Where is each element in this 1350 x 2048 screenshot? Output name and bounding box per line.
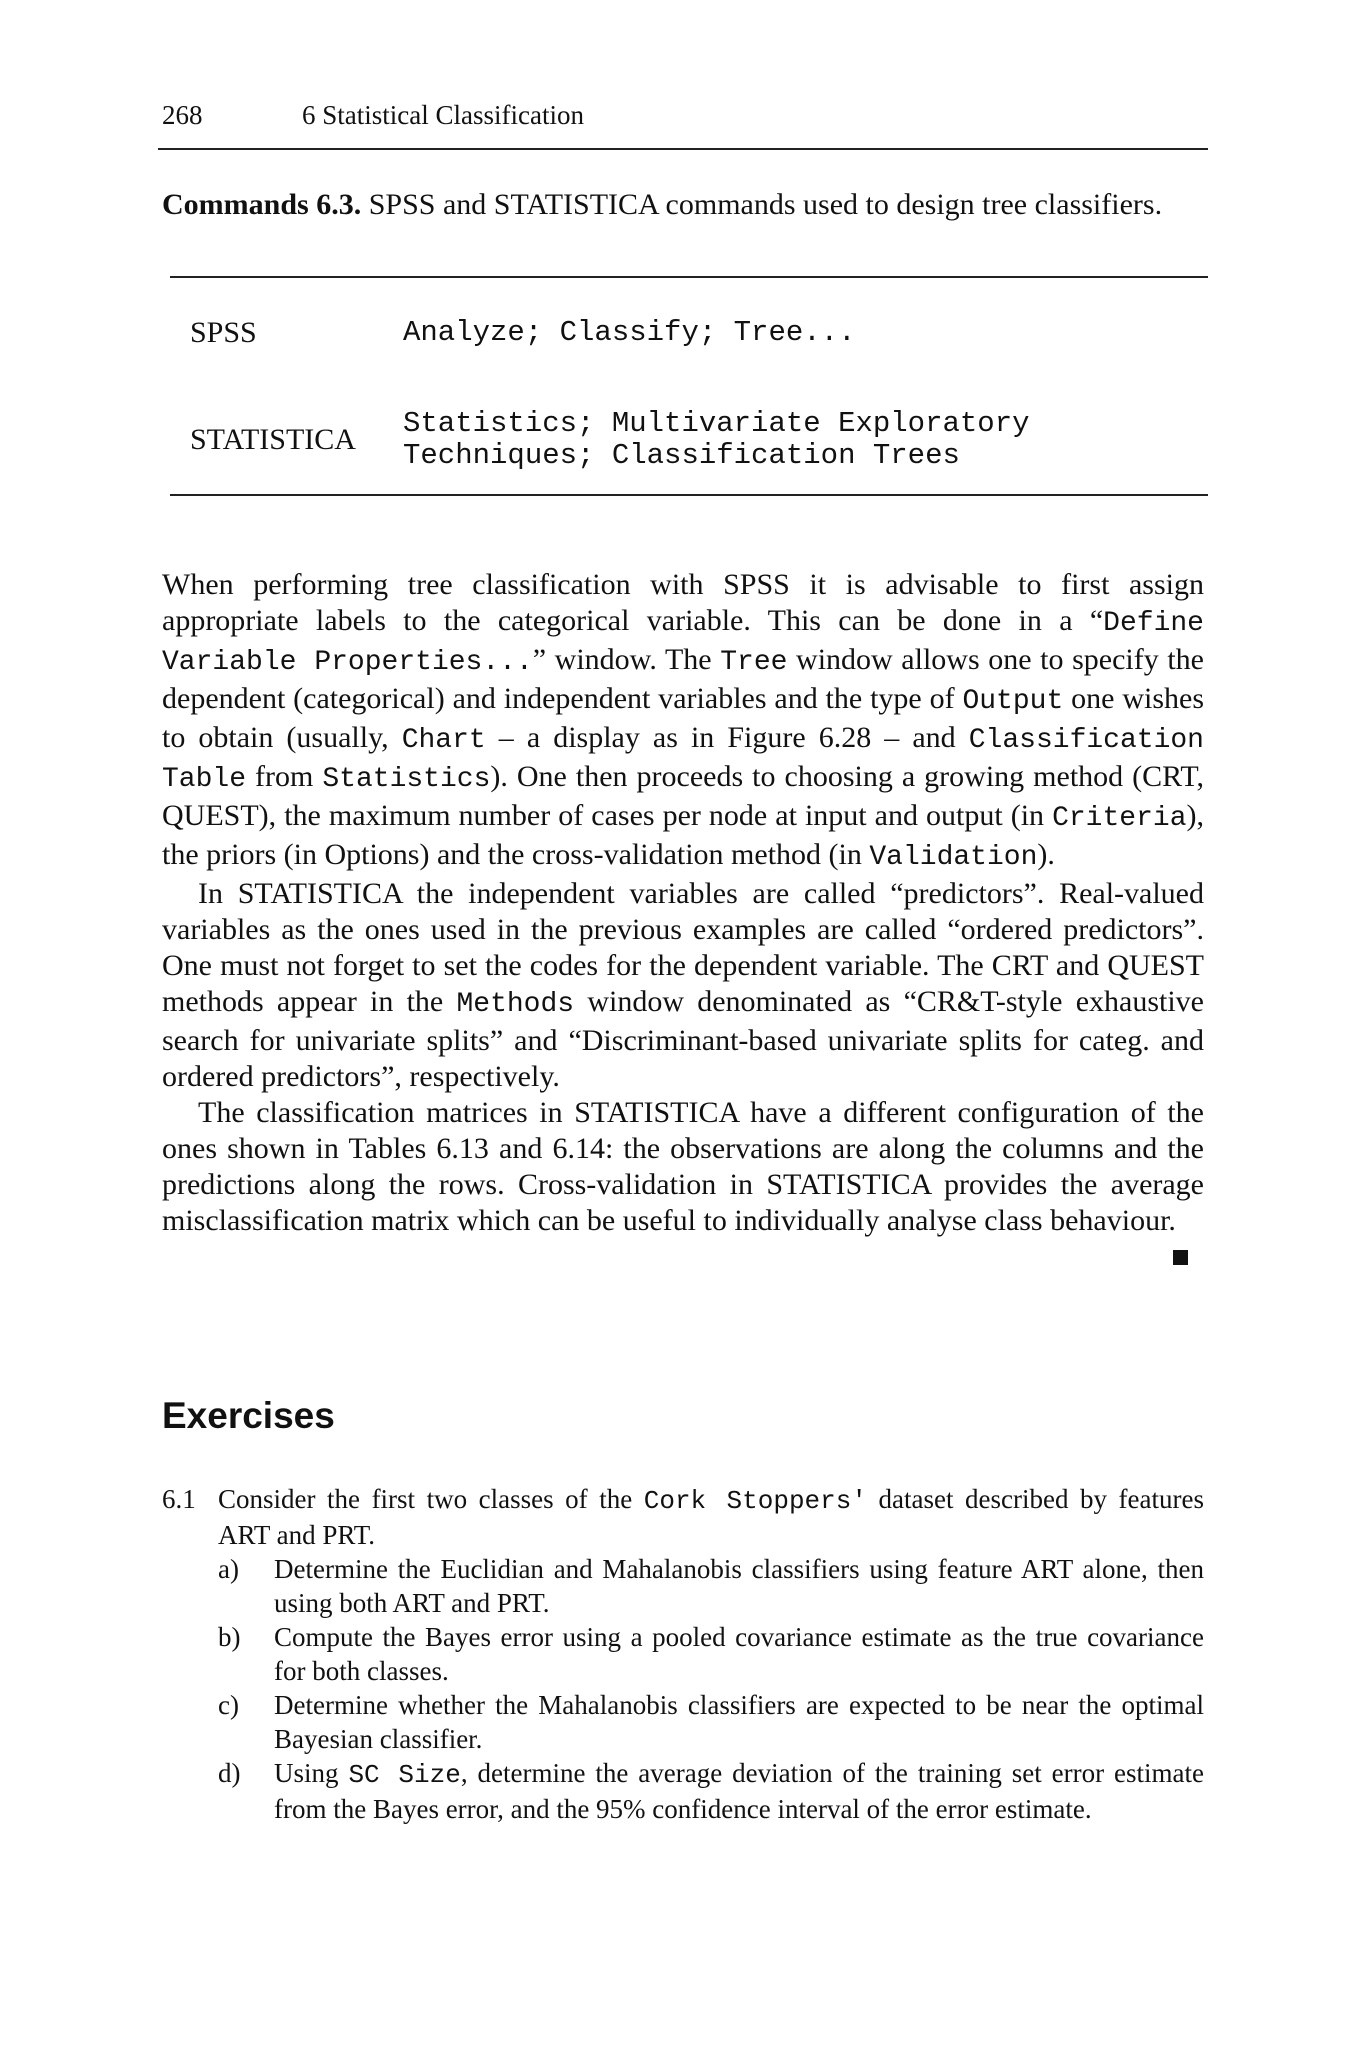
commands-top-rule <box>170 276 1208 278</box>
running-header <box>162 98 1207 132</box>
chapter-title: 6 Statistical Classification <box>302 100 584 130</box>
end-of-example-icon <box>1173 1250 1188 1265</box>
commands-bottom-rule <box>170 494 1208 496</box>
commands-caption <box>162 186 1204 223</box>
section-title-exercises: Exercises <box>162 1395 335 1436</box>
exercise-6-1 <box>162 1482 1204 1826</box>
commands-caption-text: SPSS and STATISTICA commands used to design tree classifiers. <box>368 188 1163 221</box>
exercise-item-a: a) Determine the Euclidian and Mahalanobis classifiers using feature ART alone, then using both ART and PRT. <box>218 1554 1204 1618</box>
exercise-item-c: c) Determine whether the Mahalanobis classifiers are expected to be near the optimal Bayesian classifier. <box>218 1690 1204 1754</box>
page-number: 268 <box>162 100 203 130</box>
commands-label: Commands 6.3. <box>162 188 362 221</box>
software-name: STATISTICA <box>190 423 356 456</box>
paragraph-statistica: In STATISTICA the independent variables are called “predictors”. Real-valued variables as the ones used in the previous examples are called “ordered predictors”. One must not forget to set the codes for the dependent variable. The CRT and QUEST methods appear in the Methods window denominated as “CR&T-style exhaustive search for univariate splits” and “Discriminant-based univariate splits for categ. and ordered predictors”, respectively. <box>162 877 1204 1093</box>
command-text-line2: Techniques; Classification Trees <box>403 439 960 472</box>
command-text: Analyze; Classify; Tree... <box>403 316 856 349</box>
exercise-statement: Consider the first two classes of the Cork Stoppers' dataset described by features ART and PRT. <box>218 1484 1204 1550</box>
exercise-item-b: b) Compute the Bayes error using a pooled covariance estimate as the true covariance for both classes. <box>218 1622 1204 1686</box>
exercise-subitems <box>162 1552 1204 1826</box>
exercise-number: 6.1 <box>162 1484 196 1514</box>
header-rule <box>158 148 1208 150</box>
paragraph-spss: When performing tree classification with SPSS it is advisable to first assign appropriate labels to the categorical variable. This can be done in a “Define Variable Properties...” window. The Tree window allows one to specify the dependent (categorical) and independent variables and the type of Output one wishes to obtain (usually, Chart – a display as in Figure 6.28 – and Classification Table from Statistics). One then proceeds to choosing a growing method (CRT, QUEST), the maximum number of cases per node at input and output (in Criteria), the priors (in Options) and the cross-validation method (in Validation). <box>162 568 1204 873</box>
software-name: SPSS <box>190 316 257 349</box>
paragraph-matrices: The classification matrices in STATISTICA have a different configuration of the ones shown in Tables 6.13 and 6.14: the observations are along the columns and the predictions along the rows. Cross-validation in STATISTICA provides the average misclassification matrix which can be useful to individually analyse class behaviour. <box>162 1095 1204 1239</box>
command-text-line1: Statistics; Multivariate Exploratory <box>403 407 1030 440</box>
exercise-item-d: d) Using SC Size, determine the average deviation of the training set error estimate from the Bayes error, and the 95% confidence interval of the error estimate. <box>218 1758 1204 1824</box>
body-text <box>162 567 1204 1265</box>
